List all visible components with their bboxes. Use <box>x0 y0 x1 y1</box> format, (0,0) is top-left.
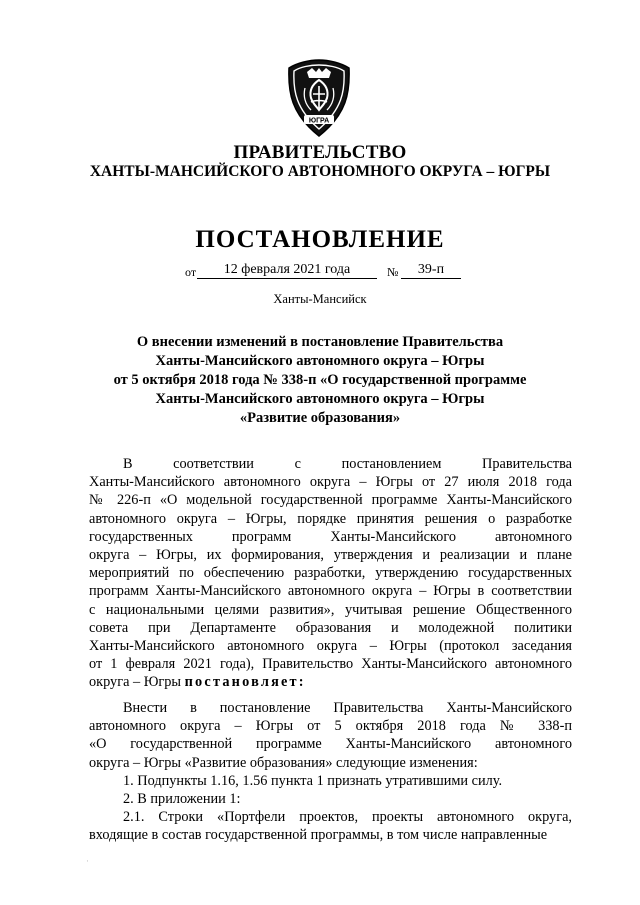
paragraph-line: № 226-п «О модельной государственной программе Ханты-Мансийского <box>89 492 572 509</box>
paragraph-line: Ханты-Мансийского автономного округа – Югры (протокол заседания <box>89 637 572 654</box>
date-number-line <box>0 262 640 284</box>
resolution-prefix: округа – Югры <box>89 674 185 691</box>
city: Ханты-Мансийск <box>273 292 367 306</box>
paragraph-line: программ Ханты-Мансийского автономного округа – Югры в соответствии <box>89 583 572 600</box>
paragraph-line: мероприятий по обеспечению разработки, утверждению государственных <box>89 565 572 582</box>
title-line: «Развитие образования» <box>239 410 401 426</box>
paragraph-line <box>89 673 572 691</box>
paragraph-line: автономного округа – Югры от 5 октября 2018 года № 338-п <box>89 718 572 735</box>
paragraph-line: округа – Югры, их формирования, утверждения и реализации и плане <box>89 546 572 563</box>
preamble-paragraph <box>89 455 572 691</box>
document-number: 39-п <box>401 262 461 279</box>
margin-mark: · <box>86 856 89 866</box>
paragraph-line: В соответствии с постановлением Правительства <box>123 456 572 472</box>
yugra-coat-of-arms-icon <box>285 58 353 138</box>
paragraph-line: совета при Департаменте образования и молодежной политики <box>89 619 572 636</box>
paragraph-line: округа – Югры «Развитие образования» следующие изменения: <box>89 754 478 771</box>
paragraph-line: государственных программ Ханты-Мансийского автономного <box>89 528 572 545</box>
government-region: ХАНТЫ-МАНСИЙСКОГО АВТОНОМНОГО ОКРУГА – ЮГРЫ <box>89 163 551 180</box>
document-title <box>60 333 580 428</box>
government-title: ПРАВИТЕЛЬСТВО <box>233 142 407 163</box>
title-line: Ханты-Мансийского автономного округа – Югры <box>155 353 485 369</box>
document-date: 12 февраля 2021 года <box>197 262 377 279</box>
amendment-section <box>89 699 572 845</box>
paragraph-line: входящие в состав государственной программы, в том числе направленные <box>89 827 548 844</box>
number-label: № <box>387 265 399 279</box>
paragraph-line: от 1 февраля 2021 года), Правительство Ханты-Мансийского автономного <box>89 656 572 673</box>
paragraph-line: с национальными целями развития», учитывая решение Общественного <box>89 601 572 618</box>
paragraph-line: автономного округа – Югры, порядке принятия решения о разработке <box>89 510 572 527</box>
title-line: от 5 октября 2018 года № 338-п «О государственной программе <box>113 372 527 388</box>
title-line: Ханты-Мансийского автономного округа – Югры <box>155 391 485 407</box>
title-line: О внесении изменений в постановление Правительства <box>136 334 504 350</box>
paragraph-line: Ханты-Мансийского автономного округа – Югры от 27 июля 2018 года <box>89 474 572 491</box>
emblem-label: ЮГРА <box>308 117 330 125</box>
amendment-item: 2. В приложении 1: <box>123 790 241 807</box>
amendment-item: 1. Подпункты 1.16, 1.56 пункта 1 признать утратившими силу. <box>123 772 503 789</box>
amendment-item: 2.1. Строки «Портфели проектов, проекты автономного округа, <box>123 809 572 826</box>
paragraph-line: «О государственной программе Ханты-Мансийского автономного <box>89 736 572 753</box>
document-type: ПОСТАНОВЛЕНИЕ <box>195 226 445 253</box>
resolution-word: постановляет: <box>184 674 306 691</box>
paragraph-line: Внести в постановление Правительства Ханты-Мансийского <box>123 700 572 716</box>
from-label: от <box>185 265 197 279</box>
